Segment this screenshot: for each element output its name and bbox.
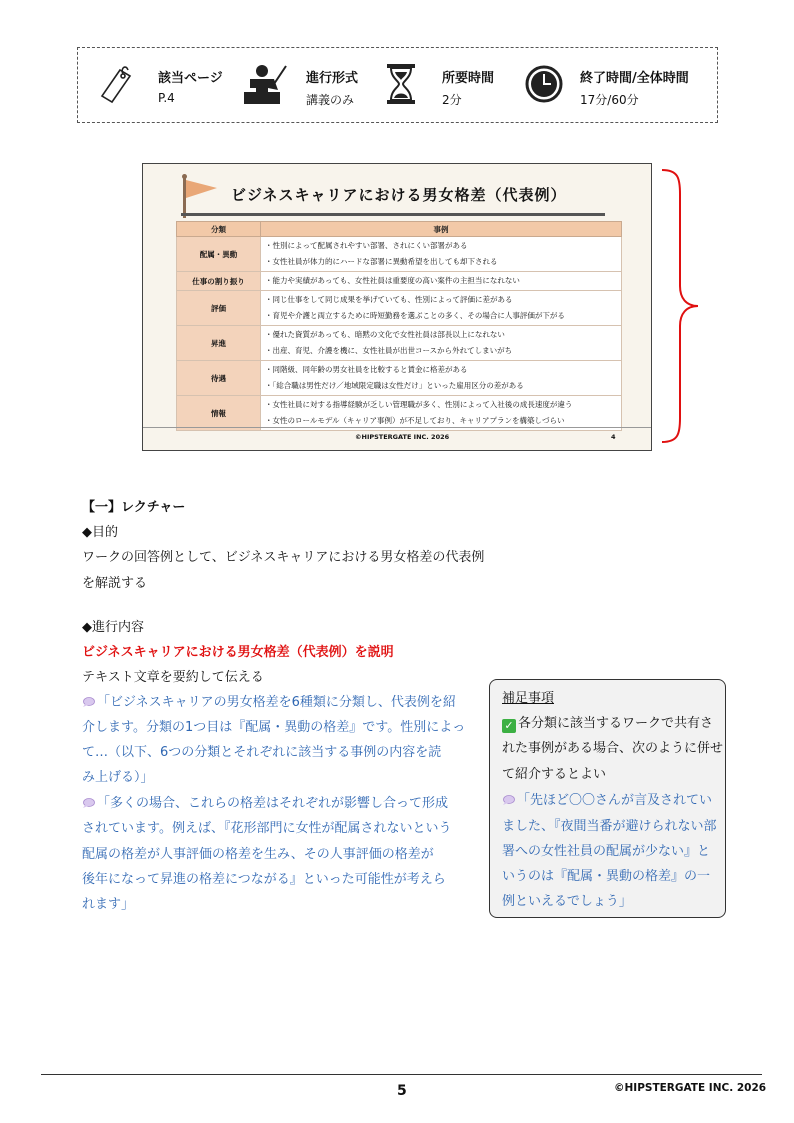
row-category: 配属・異動 [177, 237, 261, 272]
footer-rule [41, 1074, 762, 1075]
quote-line: て…（以下、6つの分類とそれぞれに該当する事例の内容を読 [82, 745, 442, 760]
table-row [177, 272, 622, 291]
quote-line: み上げる）」 [82, 770, 154, 785]
info-duration-label: 所要時間 [442, 71, 495, 86]
supplement-quote-line: ました、『夜間当番が避けられない部 [502, 819, 717, 834]
example-line: ・出産、育児、介護を機に、女性社員が出世コースから外れてしまいがち [265, 346, 513, 355]
row-examples [261, 291, 622, 326]
table-row [177, 291, 622, 326]
presenter-icon [240, 62, 288, 106]
supplement-line [502, 711, 713, 736]
supplement-line: れた事例がある場合、次のように併せ [502, 741, 724, 756]
col-examples: 事例 [261, 222, 622, 237]
supplement-quote-line: 例といえるでしょう」 [502, 894, 632, 909]
hourglass-icon [384, 62, 418, 106]
table-row [177, 326, 622, 361]
quote-line: されています。例えば、『花形部門に女性が配属されないという [82, 821, 452, 836]
supplement-quote-line: 署への女性社員の配属が少ない』と [502, 844, 711, 859]
table-row [177, 396, 622, 431]
example-line: ・女性社員が体力的にハードな部署に異動希望を出しても却下される [265, 257, 498, 266]
footer-copyright: ©HIPSTERGATE INC. 2026 [614, 1082, 767, 1094]
tag-icon [96, 62, 140, 106]
row-category: 情報 [177, 396, 261, 431]
quote2-text: 「多くの場合、これらの格差はそれぞれが影響し合って形成 [97, 796, 449, 811]
clock-icon [524, 62, 564, 106]
flag-icon [181, 174, 221, 218]
supplement-quote-line [502, 788, 712, 813]
session-info-box [77, 47, 718, 123]
table-row [177, 237, 622, 272]
purpose-heading: ◆目的 [82, 525, 118, 540]
quote-line [82, 690, 456, 715]
info-format-label: 進行形式 [306, 71, 359, 86]
row-examples [261, 237, 622, 272]
quote1-text: 「ビジネスキャリアの男女格差を6種類に分類し、代表例を紹 [97, 695, 456, 710]
row-examples [261, 396, 622, 431]
slide-table [176, 221, 622, 431]
example-line: ・育児や介護と両立するために時短勤務を選ぶことの多く、その場合に人事評価が下がる [265, 311, 565, 320]
row-category: 待遇 [177, 361, 261, 396]
example-line: ・同階級、同年齢の男女社員を比較すると賃金に格差がある [265, 365, 468, 374]
supplement-title: 補足事項 [502, 691, 555, 706]
quote-line: れます」 [82, 897, 135, 912]
slide-thumbnail [142, 163, 652, 451]
speech-bubble-icon [82, 697, 95, 707]
example-line: ・女性社員に対する指導経験が乏しい管理職が多く、性別によって入社後の成長速度が違う [265, 400, 573, 409]
info-page-value: P.4 [158, 91, 175, 105]
supplement-quote-text: 「先ほど〇〇さんが言及されてい [517, 793, 713, 808]
supplement-line: て紹介するとよい [502, 767, 607, 782]
progress-title: ビジネスキャリアにおける男女格差（代表例）を説明 [82, 645, 394, 660]
checkmark-icon: ✓ [502, 719, 516, 733]
speech-bubble-icon [82, 798, 95, 808]
slide-title-underline [181, 213, 605, 216]
supplement-box [489, 679, 726, 918]
section-heading: 【一】レクチャー [82, 500, 186, 515]
supplement-text: 各分類に該当するワークで共有さ [518, 716, 714, 731]
row-category: 評価 [177, 291, 261, 326]
quote-line [82, 791, 448, 816]
info-page-label: 該当ページ [158, 71, 223, 86]
info-time-label: 終了時間/全体時間 [580, 71, 689, 86]
progress-heading: ◆進行内容 [82, 620, 144, 635]
purpose-line: を解説する [82, 576, 148, 591]
purpose-line: ワークの回答例として、ビジネスキャリアにおける男女格差の代表例 [82, 550, 485, 565]
quote-line: 配属の格差が人事評価の格差を生み、その人事評価の格差が [82, 847, 434, 862]
example-line: ・優れた資質があっても、暗黙の文化で女性社員は部長以上になれない [265, 330, 505, 339]
info-format-value: 講義のみ [306, 93, 355, 107]
slide-table-header [177, 222, 622, 237]
info-duration-value: 2分 [442, 93, 462, 107]
slide-footer-rule [143, 427, 651, 428]
slide-copyright: ©HIPSTERGATE INC. 2026 [355, 433, 450, 441]
example-line: ・同じ仕事をして同じ成果を挙げていても、性別によって評価に差がある [265, 295, 513, 304]
example-line: ・性別によって配属されやすい部署、されにくい部署がある [265, 241, 468, 250]
row-examples [261, 272, 622, 291]
supplement-quote-line: いうのは『配属・異動の格差』の一 [502, 869, 711, 884]
info-time-value: 17分/60分 [580, 93, 639, 107]
example-line: ・「総合職は男性だけ／地域限定職は女性だけ」といった雇用区分の差がある [265, 381, 524, 390]
progress-instruction: テキスト文章を要約して伝える [82, 670, 264, 685]
speech-bubble-icon [502, 795, 515, 805]
slide-title: ビジネスキャリアにおける男女格差（代表例） [231, 186, 567, 204]
quote-line: 介します。分類の1つ目は『配属・異動の格差』です。性別によっ [82, 720, 466, 735]
row-category: 仕事の割り振り [177, 272, 261, 291]
example-line: ・能力や実績があっても、女性社員は重要度の高い案件の主担当になれない [265, 276, 520, 285]
example-line: ・女性のロールモデル（キャリア事例）が不足しており、キャリアプランを構築しづらい [265, 416, 565, 425]
brace-icon [660, 168, 700, 444]
col-category: 分類 [177, 222, 261, 237]
row-category: 昇進 [177, 326, 261, 361]
row-examples [261, 326, 622, 361]
slide-page-number: 4 [611, 433, 616, 441]
table-row [177, 361, 622, 396]
quote-line: 後年になって昇進の格差につながる』といった可能性が考えら [82, 872, 446, 887]
page-number: 5 [397, 1083, 407, 1099]
row-examples [261, 361, 622, 396]
